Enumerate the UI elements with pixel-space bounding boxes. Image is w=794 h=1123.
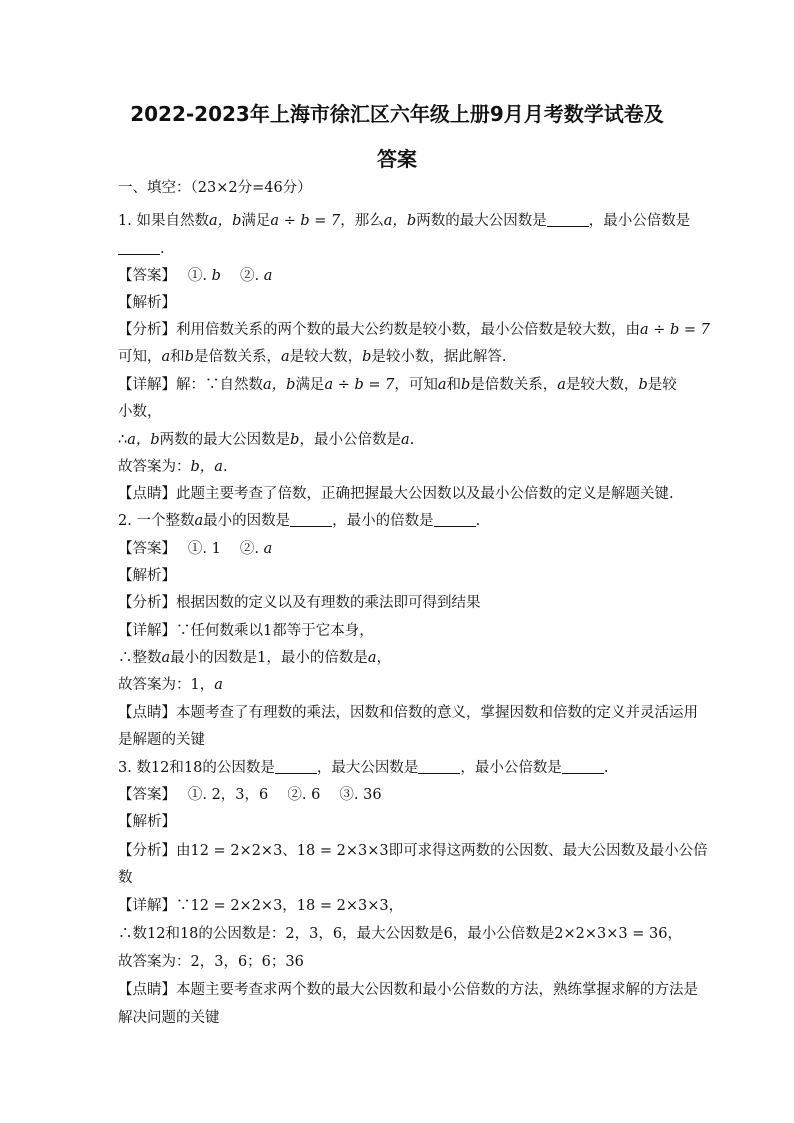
- q3-dianjing-cont: 解决问题的关键: [118, 1010, 220, 1026]
- q2-fenxi: 【分析】根据因数的定义以及有理数的乘法即可得到结果: [118, 595, 481, 611]
- q3-fenxi: 【分析】由12 = 2×2×3、18 = 2×3×3即可求得这两数的公因数、最大公因数及最小公倍: [118, 843, 708, 859]
- q3-answer: 【答案】 ①. 2，3，6 ②. 6 ③. 36: [118, 787, 382, 803]
- doc-title-line1: 2022-2023年上海市徐汇区六年级上册9月月考数学试卷及: [130, 102, 664, 126]
- q1-jiexi: 【解析】: [118, 295, 176, 311]
- q2-xiangjie: 【详解】∵任何数乘以1都等于它本身，: [118, 623, 374, 639]
- q3-jiexi: 【解析】: [118, 814, 176, 830]
- q3-therefore: ∴数12和18的公因数是：2，3，6，最大公因数是6，最小公倍数是2×2×3×3 = 36，: [118, 926, 682, 942]
- doc-title-line2: 答案: [377, 147, 417, 171]
- q2-question: 2. 一个整数a最小的因数是 ，最小的倍数是 .: [118, 513, 481, 529]
- q1-question-cont: .: [118, 239, 165, 259]
- q1-fenxi-cont: 可知，a和b是倍数关系，a是较大数，b是较小数，据此解答.: [118, 349, 507, 365]
- answer-blank: [275, 759, 317, 774]
- q1-question: 1. 如果自然数a，b满足a ÷ b = 7，那么a，b两数的最大公因数是 ，最小公倍数是: [118, 213, 691, 229]
- q3-dianjing: 【点睛】本题主要考查求两个数的最大公因数和最小公倍数的方法，熟练掌握求解的方法是: [118, 982, 698, 998]
- q1-therefore: ∴a，b两数的最大公因数是b，最小公倍数是a.: [118, 432, 415, 448]
- q2-dianjing-cont: 是解题的关键: [118, 732, 205, 748]
- q3-fenxi-cont: 数: [118, 870, 133, 886]
- answer-blank: [118, 240, 160, 255]
- q1-final-answer: 故答案为：b，a.: [118, 459, 228, 475]
- q1-xiangjie: 【详解】解：∵自然数a，b满足a ÷ b = 7，可知a和b是倍数关系，a是较大数，b是较: [118, 377, 677, 393]
- q1-answer: 【答案】 ①. b ②. a: [118, 268, 273, 284]
- q3-final-answer: 故答案为：2，3，6；6；36: [118, 954, 304, 970]
- q1-fenxi: 【分析】利用倍数关系的两个数的最大公约数是较小数，最小公倍数是较大数，由a ÷ b = 7: [118, 322, 710, 338]
- q2-final-answer: 故答案为：1，a: [118, 677, 223, 693]
- q2-answer: 【答案】 ①. 1 ②. a: [118, 541, 273, 557]
- answer-blank: [434, 512, 476, 527]
- q3-question: 3. 数12和18的公因数是 ，最大公因数是 ，最小公倍数是 .: [118, 760, 609, 776]
- answer-blank: [418, 759, 460, 774]
- answer-blank: [290, 512, 332, 527]
- answer-blank: [562, 759, 604, 774]
- q2-jiexi: 【解析】: [118, 568, 176, 584]
- q2-dianjing: 【点睛】本题考查了有理数的乘法，因数和倍数的意义，掌握因数和倍数的定义并灵活运用: [118, 705, 698, 721]
- q3-xiangjie: 【详解】∵12 = 2×2×3，18 = 2×3×3，: [118, 898, 404, 914]
- q2-therefore: ∴整数a最小的因数是1，最小的倍数是a，: [118, 650, 392, 666]
- answer-blank: [547, 212, 589, 227]
- q1-dianjing: 【点睛】此题主要考查了倍数，正确把握最大公因数以及最小公倍数的定义是解题关键.: [118, 486, 674, 502]
- section-heading: 一、填空：（23×2分=46分）: [118, 180, 312, 196]
- q1-xiangjie-cont: 小数，: [118, 404, 162, 420]
